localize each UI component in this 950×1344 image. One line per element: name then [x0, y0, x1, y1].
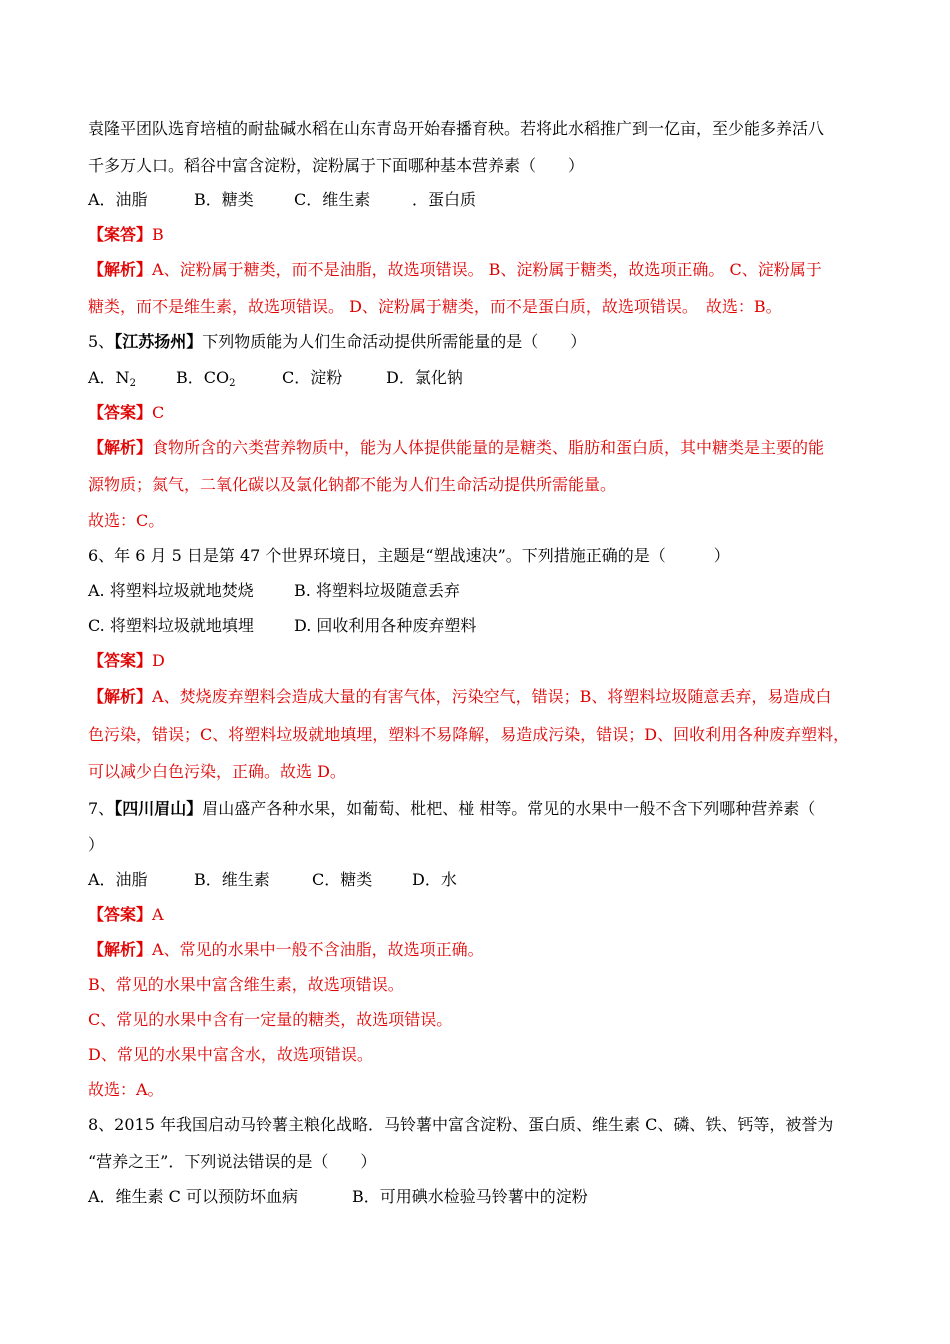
explain-text: A、焚烧废弃塑料会造成大量的有害气体，污染空气，错误；B、将塑料垃圾随意丢弃，易造成白: [152, 687, 832, 706]
q7-answer: [88, 904, 890, 926]
q4-explain-line2: 糖类，而不是维生素，故选项错误。 D、淀粉属于糖类，而不是蛋白质，故选项错误。 故选：B。: [88, 297, 782, 316]
q8-option-a: A．维生素 C 可以预防坏血病: [88, 1187, 298, 1206]
explain-tag: 【解析】: [88, 438, 153, 457]
q7-explain-line3: C、常见的水果中含有一定量的糖类，故选项错误。: [88, 1010, 453, 1029]
answer-value: B: [152, 225, 164, 244]
q6-options-row2: [88, 615, 890, 637]
q6-options-row1: [88, 580, 890, 602]
q8-options: [88, 1186, 890, 1208]
q5-option-d: D．氯化钠: [386, 368, 463, 387]
q7-stem: [88, 798, 890, 820]
q5-number: 5、: [88, 332, 115, 351]
q4-stem-line2: 千多万人口。稻谷中富含淀粉，淀粉属于下面哪种基本营养素（ ）: [88, 156, 585, 175]
answer-tag: 【答案】: [88, 403, 153, 422]
q5-option-a: A．$N_2$: [88, 368, 136, 389]
explain-tag: 【解析】: [88, 687, 153, 706]
q4-options: [88, 189, 890, 211]
q6-option-c: C. 将塑料垃圾就地填埋: [88, 616, 254, 635]
q7-explain-line4: D、常见的水果中富含水，故选项错误。: [88, 1045, 373, 1064]
q5-stem-text: 下列物质能为人们生命活动提供所需能量的是（ ）: [202, 332, 587, 351]
q7-option-a: A．油脂: [88, 870, 148, 889]
q8-stem-line1: 8、2015 年我国启动马铃薯主粮化战略．马铃薯中富含淀粉、蛋白质、维生素 C、磷、铁、钙等，被誉为: [88, 1115, 834, 1134]
q6-explain-line1: [88, 686, 890, 708]
explain-text: 食物所含的六类营养物质中，能为人体提供能量的是糖类、脂肪和蛋白质，其中糖类是主要的能: [152, 438, 825, 457]
q7-explain-line1: [88, 939, 890, 961]
q7-option-c: C．糖类: [312, 870, 373, 889]
q8-option-b: B．可用碘水检验马铃薯中的淀粉: [352, 1187, 588, 1206]
explain-tag: 【解析】: [88, 260, 153, 279]
q7-stem-line2: ）: [88, 835, 105, 854]
q5-answer: [88, 402, 890, 424]
q5-option-c: C．淀粉: [282, 368, 343, 387]
q6-answer: [88, 650, 890, 672]
q4-option-b: B．糖类: [194, 190, 254, 209]
q7-option-d: D．水: [412, 870, 457, 889]
answer-value: A: [152, 905, 164, 924]
q5-source: 【江苏扬州】: [114, 332, 203, 351]
q4-option-a: A．油脂: [88, 190, 148, 209]
answer-value: C: [152, 403, 165, 422]
q5-explain-line2: 源物质；氮气，二氧化碳以及氯化钠都不能为人们生命活动提供所需能量。: [88, 475, 617, 494]
answer-tag: 【答案】: [88, 651, 153, 670]
answer-value: D: [152, 651, 165, 670]
q7-number: 7、: [88, 799, 115, 818]
explain-tag: 【解析】: [88, 940, 153, 959]
q7-conclusion: 故选：A。: [88, 1080, 164, 1099]
q5-stem: [88, 331, 890, 353]
q5-explain-line1: [88, 437, 890, 459]
q7-explain-line2: B、常见的水果中富含维生素，故选项错误。: [88, 975, 404, 994]
q5-conclusion: 故选：C。: [88, 511, 165, 530]
q7-options: [88, 869, 890, 891]
q7-option-b: B．维生素: [194, 870, 270, 889]
q6-stem: 6、年 6 月 5 日是第 47 个世界环境日，主题是“塑战速决”。下列措施正确的是（ ）: [88, 546, 730, 565]
answer-tag: 【案答】: [88, 225, 153, 244]
explain-text: A、常见的水果中一般不含油脂，故选项正确。: [152, 940, 484, 959]
q4-stem-line1: 袁隆平团队选育培植的耐盐碱水稻在山东青岛开始春播育秧。若将此水稻推广到一亿亩，至少能多养活八: [88, 119, 825, 138]
answer-tag: 【答案】: [88, 905, 153, 924]
q5-options: [88, 367, 890, 389]
q4-option-d: ．蛋白质: [412, 190, 477, 209]
q4-explain-line1: [88, 259, 890, 281]
q6-explain-line3: 可以减少白色污染，正确。故选 D。: [88, 762, 346, 781]
q4-answer: [88, 224, 890, 246]
q4-option-c: C．维生素: [294, 190, 371, 209]
q5-option-b: B．$CO_2$: [176, 368, 236, 389]
q6-option-d: D. 回收利用各种废弃塑料: [294, 616, 477, 635]
q6-option-b: B. 将塑料垃圾随意丢弃: [294, 581, 460, 600]
q7-source: 【四川眉山】: [114, 799, 203, 818]
q6-explain-line2: 色污染，错误；C、将塑料垃圾就地填埋，塑料不易降解，易造成污染，错误；D、回收利用各种废弃塑料，: [88, 725, 850, 744]
q8-stem-line2: “营养之王”．下列说法错误的是（ ）: [88, 1152, 377, 1171]
q7-stem-text: 眉山盛产各种水果，如葡萄、枇杷、椪 柑等。常见的水果中一般不含下列哪种营养素（: [202, 799, 816, 818]
explain-text: A、淀粉属于糖类，而不是油脂，故选项错误。 B、淀粉属于糖类，故选项正确。 C、淀粉属于: [152, 260, 822, 279]
q6-option-a: A. 将塑料垃圾就地焚烧: [88, 581, 254, 600]
